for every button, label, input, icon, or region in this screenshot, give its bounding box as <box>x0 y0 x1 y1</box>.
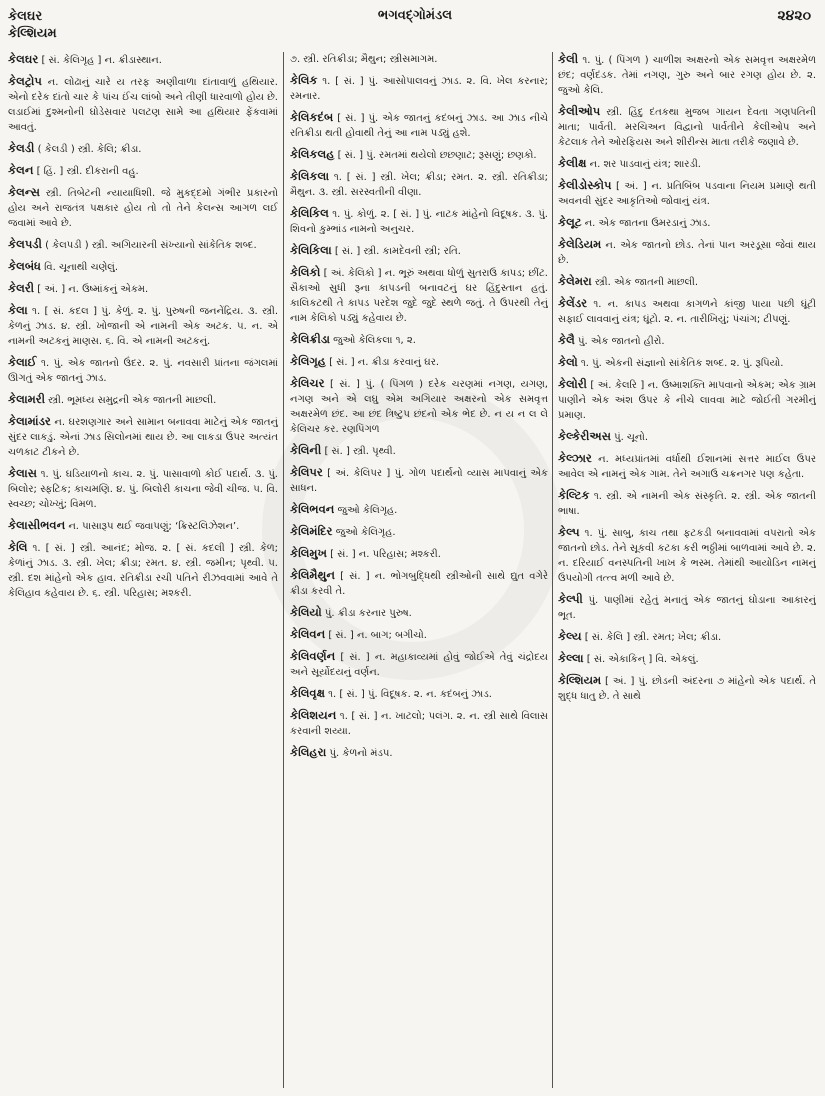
entry-definition: સ્ત્રી. તિબેટની ન્યાયાધિશી. જે મુકદ્દમો ગંભીર પ્રકારનો હોય અને રાજતંત્ર પક્ષકાર હોય તો તો તેને કેલન્સ આગળ લઈ જવામાં આવે છે. <box>8 188 278 229</box>
entry-headword: કેલરી <box>8 281 35 295</box>
column-3 <box>558 52 816 1092</box>
dictionary-entry <box>558 377 816 423</box>
entry-headword: કેલિકિલા <box>290 243 332 257</box>
entry-headword: કેલ્ટિક <box>558 488 590 502</box>
entry-definition: ( કેલપડી ) સ્ત્રી. અગિયારની સંખ્યાનો સાંકેતિક શબ્દ. <box>41 240 257 251</box>
dictionary-entry <box>290 73 548 104</box>
entry-definition: ૧. પું. એકની સંજ્ઞાનો સાંકેતિક શબ્દ. ૨. પું. રૂપિયો. <box>577 358 784 369</box>
entry-headword: કેલિવૃક્ષ <box>290 686 325 700</box>
entry-definition: ૧. [ સં. ] ન. ખાટલો; પલંગ. ૨. ન. સ્ત્રી સાથે વિલાસ કરવાની શય્યા. <box>290 711 548 737</box>
entry-definition: જુઓ કેલિકલા ૧, ૨. <box>329 335 416 346</box>
entry-definition: [ સં. એકાકિન્ ] વિ. એકલું. <box>583 654 699 665</box>
dictionary-entry <box>290 169 548 200</box>
entry-headword: કેલ્પી <box>558 592 583 606</box>
entry-definition: ન. એક જાતનો છોડ. તેનાં પાન અરડૂસા જેવાં થાય છે. <box>558 240 816 266</box>
entry-headword: કેલૈ <box>558 333 575 347</box>
entry-definition: ૧. પું. કોળું. ૨. [ સં. ] પું. નાટક માંહેનો વિદૂષક. ૩. પું. શિવનો કુમ્ભાંડ નામનો અનુચર. <box>290 209 548 235</box>
entry-definition: ન. મધ્યપ્રાંતમાં વર્ધાથી ઈશાનમાં સત્તર માઈલ ઉપર આવેલ એ નામનું એક ગામ. તેને અગાઉ ચક્રનગર પણ કહેતા. <box>558 454 816 480</box>
entry-headword: કેલિકલા <box>290 169 330 183</box>
entry-headword: કેલટ્રોપ <box>8 74 42 88</box>
entry-definition: ન. ઘરશણગાર અને સામાન બનાવવા માટેનું એક જાતનું સુંદર લાકડું. એનાં ઝાડ સિલોનમાં થાય છે. આ લાકડા ઉપર અત્યંત ચળકાટ ટીકને છે. <box>8 417 278 458</box>
entry-definition: [ અં. કેલિકો ] ન. ભૂરું અથવા ધોળું સુતરાઉ કાપડ; છીંટ. સૈકાઓ સુધી રૂના કાપડની બનાવટનું ઘર હિંદુસ્તાન હતું. કાલિકટથી તે કાપડ પરદેશ જુદે જુદે સ્થળે જતું. તે ઉપરથી તેનું નામ કેલિકો પડ્યું કહેવાય છે. <box>290 268 548 324</box>
entry-definition: પું. ક્રીડા કરનાર પુરુષ. <box>321 608 412 619</box>
dictionary-entry <box>290 110 548 141</box>
entry-headword: કેલિમૈથુન <box>290 568 335 582</box>
entry-headword: કેલામરી <box>8 392 45 406</box>
entry-headword: કેલ્ઝાર <box>558 451 592 465</box>
entry-definition: [ સં. ] પું. રમતમાં થયેલો છછણાટ; રૂસણું; છણકો. <box>334 150 537 161</box>
entry-headword: કેલબંધ <box>8 259 41 273</box>
entry-headword: કેલિપર <box>290 465 323 479</box>
column-divider <box>552 52 553 1088</box>
dictionary-entry <box>558 296 816 327</box>
dictionary-entry <box>290 443 548 459</box>
entry-headword: કેલીડોસ્કોપ <box>558 178 612 192</box>
dictionary-entry <box>290 524 548 540</box>
dictionary-entry <box>290 354 548 370</box>
guide-word-bottom: કેલ્શિયમ <box>8 26 57 41</box>
column-2 <box>290 52 548 1092</box>
entry-definition: [ સં. ] સ્ત્રી. પૃથ્વી. <box>321 446 396 457</box>
dictionary-entry <box>558 178 816 209</box>
entry-definition: જુઓ કેલિગૃહ. <box>334 505 398 516</box>
dictionary-entry <box>8 74 278 135</box>
dictionary-entry <box>290 265 548 326</box>
entry-definition: [ અં. કેલિપર ] પું. ગોળ પદાર્થનો વ્યાસ માપવાનું એક સાધન. <box>290 468 548 494</box>
entry-headword: કેલૂટ <box>558 215 582 229</box>
dictionary-entry <box>290 649 548 680</box>
dictionary-entry <box>290 627 548 643</box>
dictionary-entry <box>290 206 548 237</box>
entry-headword: કેલન <box>8 163 34 177</box>
dictionary-entry <box>290 745 548 761</box>
entry-headword: કેલડી <box>8 141 35 155</box>
entry-headword: કેલિની <box>290 443 322 457</box>
entry-definition: ન. શર પાડવાનું યંત્ર; શારડી. <box>586 159 701 170</box>
entry-definition: [ સં. ] ન. મહાકાવ્યમાં હોવું જોઈએ તેવું ચંદ્રોદય અને સૂર્યોદયનું વર્ણન. <box>290 652 548 678</box>
dictionary-entry <box>558 488 816 519</box>
entry-definition: ૧. સ્ત્રી. એ નામની એક સંસ્કૃતિ. ૨. સ્ત્રી. એક જાતની ભાષા. <box>558 491 816 517</box>
entry-headword: કેલાઈ <box>8 355 37 369</box>
dictionary-entry <box>558 156 816 172</box>
entry-headword: કેલ્પ <box>558 525 580 539</box>
entry-headword: કેલેડિયમ <box>558 237 602 251</box>
entry-definition: [ સં. કેલિ ] સ્ત્રી. રમત; ખેલ; ક્રીડા. <box>581 632 722 643</box>
dictionary-entry <box>8 518 278 534</box>
entry-headword: કેલિવન <box>290 627 326 641</box>
dictionary-entry <box>290 605 548 621</box>
entry-definition: ૧. [ સં. ] પું. આસોપાલવનું ઝાડ. ૨. વિ. ખેલ કરનાર; રમનાર. <box>290 76 548 102</box>
entry-definition: [ અં. ] ન. ઉષ્માંકનું એકમ. <box>34 284 149 295</box>
dictionary-entry <box>8 185 278 231</box>
dictionary-entry <box>290 686 548 702</box>
entry-definition: ૧. [ સં. ] પું. વિદૂષક. ૨. ન. કદંબનું ઝાડ. <box>324 689 492 700</box>
entry-definition: [ સં. ] ન. પરિહાસ; મશ્કરી. <box>326 549 441 560</box>
entry-definition: ૧. [ સં. કદલ ] પું. કેળું. ૨. પું. પુરુષની જનનેંદ્રિય. ૩. સ્ત્રી. કેળનું ઝાડ. ૪. સ્ત્રી. ખોજાની એ નામની એક અટક. ૫. ન. એ નામની અટકનું માણસ. ૬. વિ. એ નામની અટકનું. <box>8 306 278 347</box>
dictionary-entry <box>558 429 816 445</box>
entry-headword: કેલિકદંબ <box>290 110 334 124</box>
entry-definition: [ સં. ] ન. ક્રીડા કરવાનું ઘર. <box>325 357 440 368</box>
entry-definition: પું. એક જાતનો હીરો. <box>574 336 665 347</box>
dictionary-entry <box>558 525 816 586</box>
dictionary-entry <box>8 281 278 297</box>
dictionary-entry <box>8 52 278 68</box>
entry-definition: વિ. ચૂનાથી ચણેલું. <box>40 262 119 273</box>
entry-definition: પું. કેળનો મંડપ. <box>326 748 393 759</box>
dictionary-entry <box>558 592 816 623</box>
entry-headword: કેલઘર <box>8 52 39 66</box>
entry-headword: કેલિવર્ણન <box>290 649 336 663</box>
entry-headword: કેલિક <box>290 73 318 87</box>
dictionary-entry <box>558 274 816 290</box>
entry-definition: [ સં. ] પું. ( પિંગળ ) દરેક ચરણમાં નગણ, યગણ, નગણ અને એ લઘુ એમ અગિયાર અક્ષરનો એક સમવૃત્ત અક્ષરમેળ છંદ. આ છંદ ત્રિષ્ટુપ છંદનો એક ભેદ છે. ન ય ન લ લે કેલિચર કર. રણપિંગળ <box>290 379 548 435</box>
guide-words <box>8 8 57 42</box>
entry-headword: કેલિક્રીડા <box>290 332 330 346</box>
dictionary-entry <box>290 568 548 599</box>
entry-headword: કેલ્કેરીઅસ <box>558 429 611 443</box>
entry-definition: ( કેલડી ) સ્ત્રી. કેલિ; ક્રીડા. <box>34 144 142 155</box>
entry-definition: [ અં. કેલરિ ] ન. ઉષ્માશક્તિ માપવાનો એકમ; એક ગ્રામ પાણીને એક અંશ ઉપર કે નીચે લાવવા માટે જોઈતી ગરમીનું પ્રમાણ. <box>558 380 816 421</box>
entry-headword: કેલિભવન <box>290 502 335 516</box>
entry-headword: કેલેંડર <box>558 296 588 310</box>
entry-headword: કેલિશયન <box>290 708 337 722</box>
dictionary-entry <box>290 502 548 518</box>
entry-headword: કેલિકલહ <box>290 147 335 161</box>
guide-word-top: કેલઘર <box>8 9 43 24</box>
entry-headword: કેલી <box>558 52 579 66</box>
dictionary-entry <box>558 333 816 349</box>
dictionary-entry <box>558 237 816 268</box>
entry-definition: [ અં. ] પું. છોડની અંદરના ૭ માંહેનો એક પદાર્થ. તે શુદ્ધ ધાતુ છે. તે સાથે <box>558 676 816 702</box>
dictionary-entry <box>8 414 278 460</box>
entry-definition: પું. ચૂનો. <box>610 432 649 443</box>
dictionary-entry <box>290 465 548 496</box>
entry-headword: કેલ્લા <box>558 651 584 665</box>
entry-headword: કેલિ <box>8 540 28 554</box>
entry-definition: [ સં. કેલિગૃહ ] ન. ક્રીડાસ્થાન. <box>38 55 162 66</box>
entry-headword: કેલિકિલ <box>290 206 329 220</box>
column-divider <box>283 52 284 1088</box>
page-header <box>0 4 825 50</box>
entry-definition: ૧. પું. ( પિંગળ ) ચાળીશ અક્ષરનો એક સમવૃત્ત અક્ષરમેળ છંદ; વર્ણદંડક. તેમાં નગણ, ગુરુ અને બાર રગણ હોય છે. ૨. જુઓ કેલિ. <box>558 55 816 96</box>
entry-headword: કેલો <box>558 355 578 369</box>
dictionary-entry <box>290 52 548 67</box>
dictionary-entry <box>290 243 548 259</box>
entry-definition: સ્ત્રી. એક જાતની માછલી. <box>591 277 699 288</box>
entry-definition: [ હિં. ] સ્ત્રી. દીકરાની વહુ. <box>33 166 139 177</box>
entry-definition: [ સં. ] ન. બાગ; બગીચો. <box>325 630 427 641</box>
page-number: ૨૪૨૦ <box>777 8 811 24</box>
dictionary-entry <box>558 52 816 98</box>
dictionary-entry <box>8 392 278 408</box>
entry-definition: ન. પાસારૂપ થઈ જવાપણું; ‘ક્રિસ્ટલિઝેશન’. <box>65 521 240 532</box>
dictionary-entry <box>558 104 816 150</box>
entry-definition: ૧. [ સં. ] સ્ત્રી. આનંદ; મોજ. ૨. [ સં. કદલી ] સ્ત્રી. કેળ; કેળાંનું ઝાડ. ૩. સ્ત્રી. ખેલ; ક્રીડા; રમત. ૪. સ્ત્રી. જમીન; પૃથ્વી. ૫. સ્ત્રી. દશ માંહેનો એક હાવ. રતિક્રીડા રચી પતિને રીઝવવામાં આવે તે કેલિહાવ કહેવાય છે. ૬. સ્ત્રી. પરિહાસ; મશ્કરી. <box>8 543 278 599</box>
entry-headword: કેલિમુખ <box>290 546 327 560</box>
entry-definition: [ સં. ] પું. એક જાતનું કદંબનું ઝાડ. આ ઝાડ નીચે રતિક્રીડા થતી હોવાથી તેનું આ નામ પડ્યું હશે. <box>290 113 548 139</box>
entry-definition: ૧. પું. એક જાતનો ઉંદર. ૨. પું. નવસારી પ્રાંતના જંગલમાં ઊગતું એક જાતનું ઝાડ. <box>8 358 278 384</box>
entry-definition: જુઓ કેલિગૃહ. <box>332 527 396 538</box>
dictionary-entry <box>290 546 548 562</box>
dictionary-entry <box>290 147 548 163</box>
entry-headword: કેલાસ <box>8 466 37 480</box>
entry-definition: ૧. ન. કાપડ અથવા કાગળને કાંજી પાયા પછી ઘૂંટી સફાઈ લાવવાનું યંત્ર; ઘૂંટો. ૨. ન. તારીખિયું; પંચાંગ; ટીપણું. <box>558 299 816 325</box>
entry-definition: [ અં. ] ન. પ્રતિબિંબ પડવાના નિયમ પ્રમાણે થતી અવનવી સુંદર આકૃતિઓ જોવાનું યંત્ર. <box>558 181 816 207</box>
entry-headword: કેલ્શિયમ <box>558 673 602 687</box>
dictionary-entry <box>290 332 548 348</box>
entry-headword: કેલીઓપ <box>558 104 601 118</box>
entry-definition: ન. લોઢાનું ચારે ય તરફ અણીવાળા દાંતાવાળું હથિયાર. એનો દરેક દાંતો ચાર કે પાંચ ઈંચ લાંબો અને તીણી ધારવાળો હોય છે. લડાઈમાં દુશ્મનોની ઘોડેસવાર પલટણ સામે આ હથિયાર ફેંકવામાં આવતું. <box>8 77 278 133</box>
entry-headword: કેલ્ય <box>558 629 582 643</box>
dictionary-entry <box>8 466 278 512</box>
dictionary-entry <box>8 141 278 157</box>
entry-definition: પું. પાણીમાં રહેતું મનાતું એક જાતનું ઘોડાના આકારનું ભૂત. <box>558 595 816 621</box>
dictionary-entry <box>290 708 548 739</box>
entry-headword: કેલિકો <box>290 265 321 279</box>
dictionary-entry <box>8 259 278 275</box>
dictionary-entry <box>558 355 816 371</box>
entry-headword: કેલોરી <box>558 377 587 391</box>
dictionary-entry <box>558 651 816 667</box>
book-title: ભગવદ્ગોમંડલ <box>377 8 453 23</box>
entry-headword: કેલિયો <box>290 605 322 619</box>
dictionary-entry <box>558 673 816 704</box>
dictionary-entry <box>558 215 816 231</box>
entry-headword: કેલીક્ષ <box>558 156 587 170</box>
entry-definition: [ સં. ] ન. ભોગબુદ્ધિથી સ્ત્રીઓની સાથે દ્યુત વગેરે ક્રીડા કરવી તે. <box>290 571 548 597</box>
dictionary-entry <box>8 540 278 601</box>
dictionary-entry <box>558 451 816 482</box>
entry-definition: ન. એક જાતના ઉમરડાનું ઝાડ. <box>581 218 711 229</box>
entry-headword: કેલિમંદિર <box>290 524 333 538</box>
dictionary-entry <box>8 355 278 386</box>
entry-definition: સ્ત્રી. ભૂમધ્ય સમુદ્રની એક જાતની માછલી. <box>44 395 217 406</box>
entry-headword: કેલિગૃહ <box>290 354 326 368</box>
entry-definition: ૭. સ્ત્રી. રતિક્રીડા; મૈથુન; સ્ત્રીસમાગમ. <box>290 54 438 65</box>
dictionary-entry <box>8 237 278 253</box>
entry-headword: કેલા <box>8 303 28 317</box>
entry-definition: [ સં. ] સ્ત્રી. કામદેવની સ્ત્રી; રતિ. <box>331 246 461 257</box>
entry-headword: કેલેમરા <box>558 274 592 288</box>
dictionary-entry <box>290 376 548 437</box>
entry-headword: કેલિચર <box>290 376 325 390</box>
entry-headword: કેલાસીભવન <box>8 518 66 532</box>
entry-definition: સ્ત્રી. હિંદુ દંતકથા મુજબ ગાયન દેવતા ગણપતિની માતા; પાર્વતી. મરચિઅન વિદ્વાનો પાર્વતીને કેલીઓપ અને કેટલાક તેને ઓરફિયસ અને શીરીન્સ માતા તરીકે જણાવે છે. <box>558 107 816 148</box>
column-1 <box>8 52 278 1092</box>
entry-headword: કેલિહરા <box>290 745 327 759</box>
entry-headword: કેલન્સ <box>8 185 40 199</box>
entry-headword: કેલામાંડર <box>8 414 51 428</box>
dictionary-entry <box>8 163 278 179</box>
entry-definition: ૧. પું. ઘડિયાળનો કાચ. ૨. પું. પાસાવાળો કોઈ પદાર્થ. ૩. પું. બિલોર; સ્ફટિક; કાચમણિ. ૪. પું. બિલોરી કાચના જેવી ચીજ. ૫. વિ. સ્વચ્છ; ચોખ્ખું; વિમળ. <box>8 469 278 510</box>
entry-definition: ૧. પું. સાબુ, કાચ તથા ફટકડી બનાવવામાં વપરાતો એક જાતનો છોડ. તેને સૂકવી કટકા કરી ભઠ્ઠીમાં બાળવામાં આવે છે. ૨. ન. દરિયાઈ વનસ્પતિની ખાખ કે ભસ્મ. તેમાંથી આયોડિન નામનું ઉપયોગી તત્ત્વ મળી આવે છે. <box>558 528 816 584</box>
entry-definition: ૧. [ સં. ] સ્ત્રી. ખેલ; ક્રીડા; રમત. ૨. સ્ત્રી. રતિક્રીડા; મૈથુન. ૩. સ્ત્રી. સરસ્વતીની વીણા. <box>290 172 548 198</box>
dictionary-entry <box>558 629 816 645</box>
dictionary-entry <box>8 303 278 349</box>
entry-headword: કેલપડી <box>8 237 42 251</box>
